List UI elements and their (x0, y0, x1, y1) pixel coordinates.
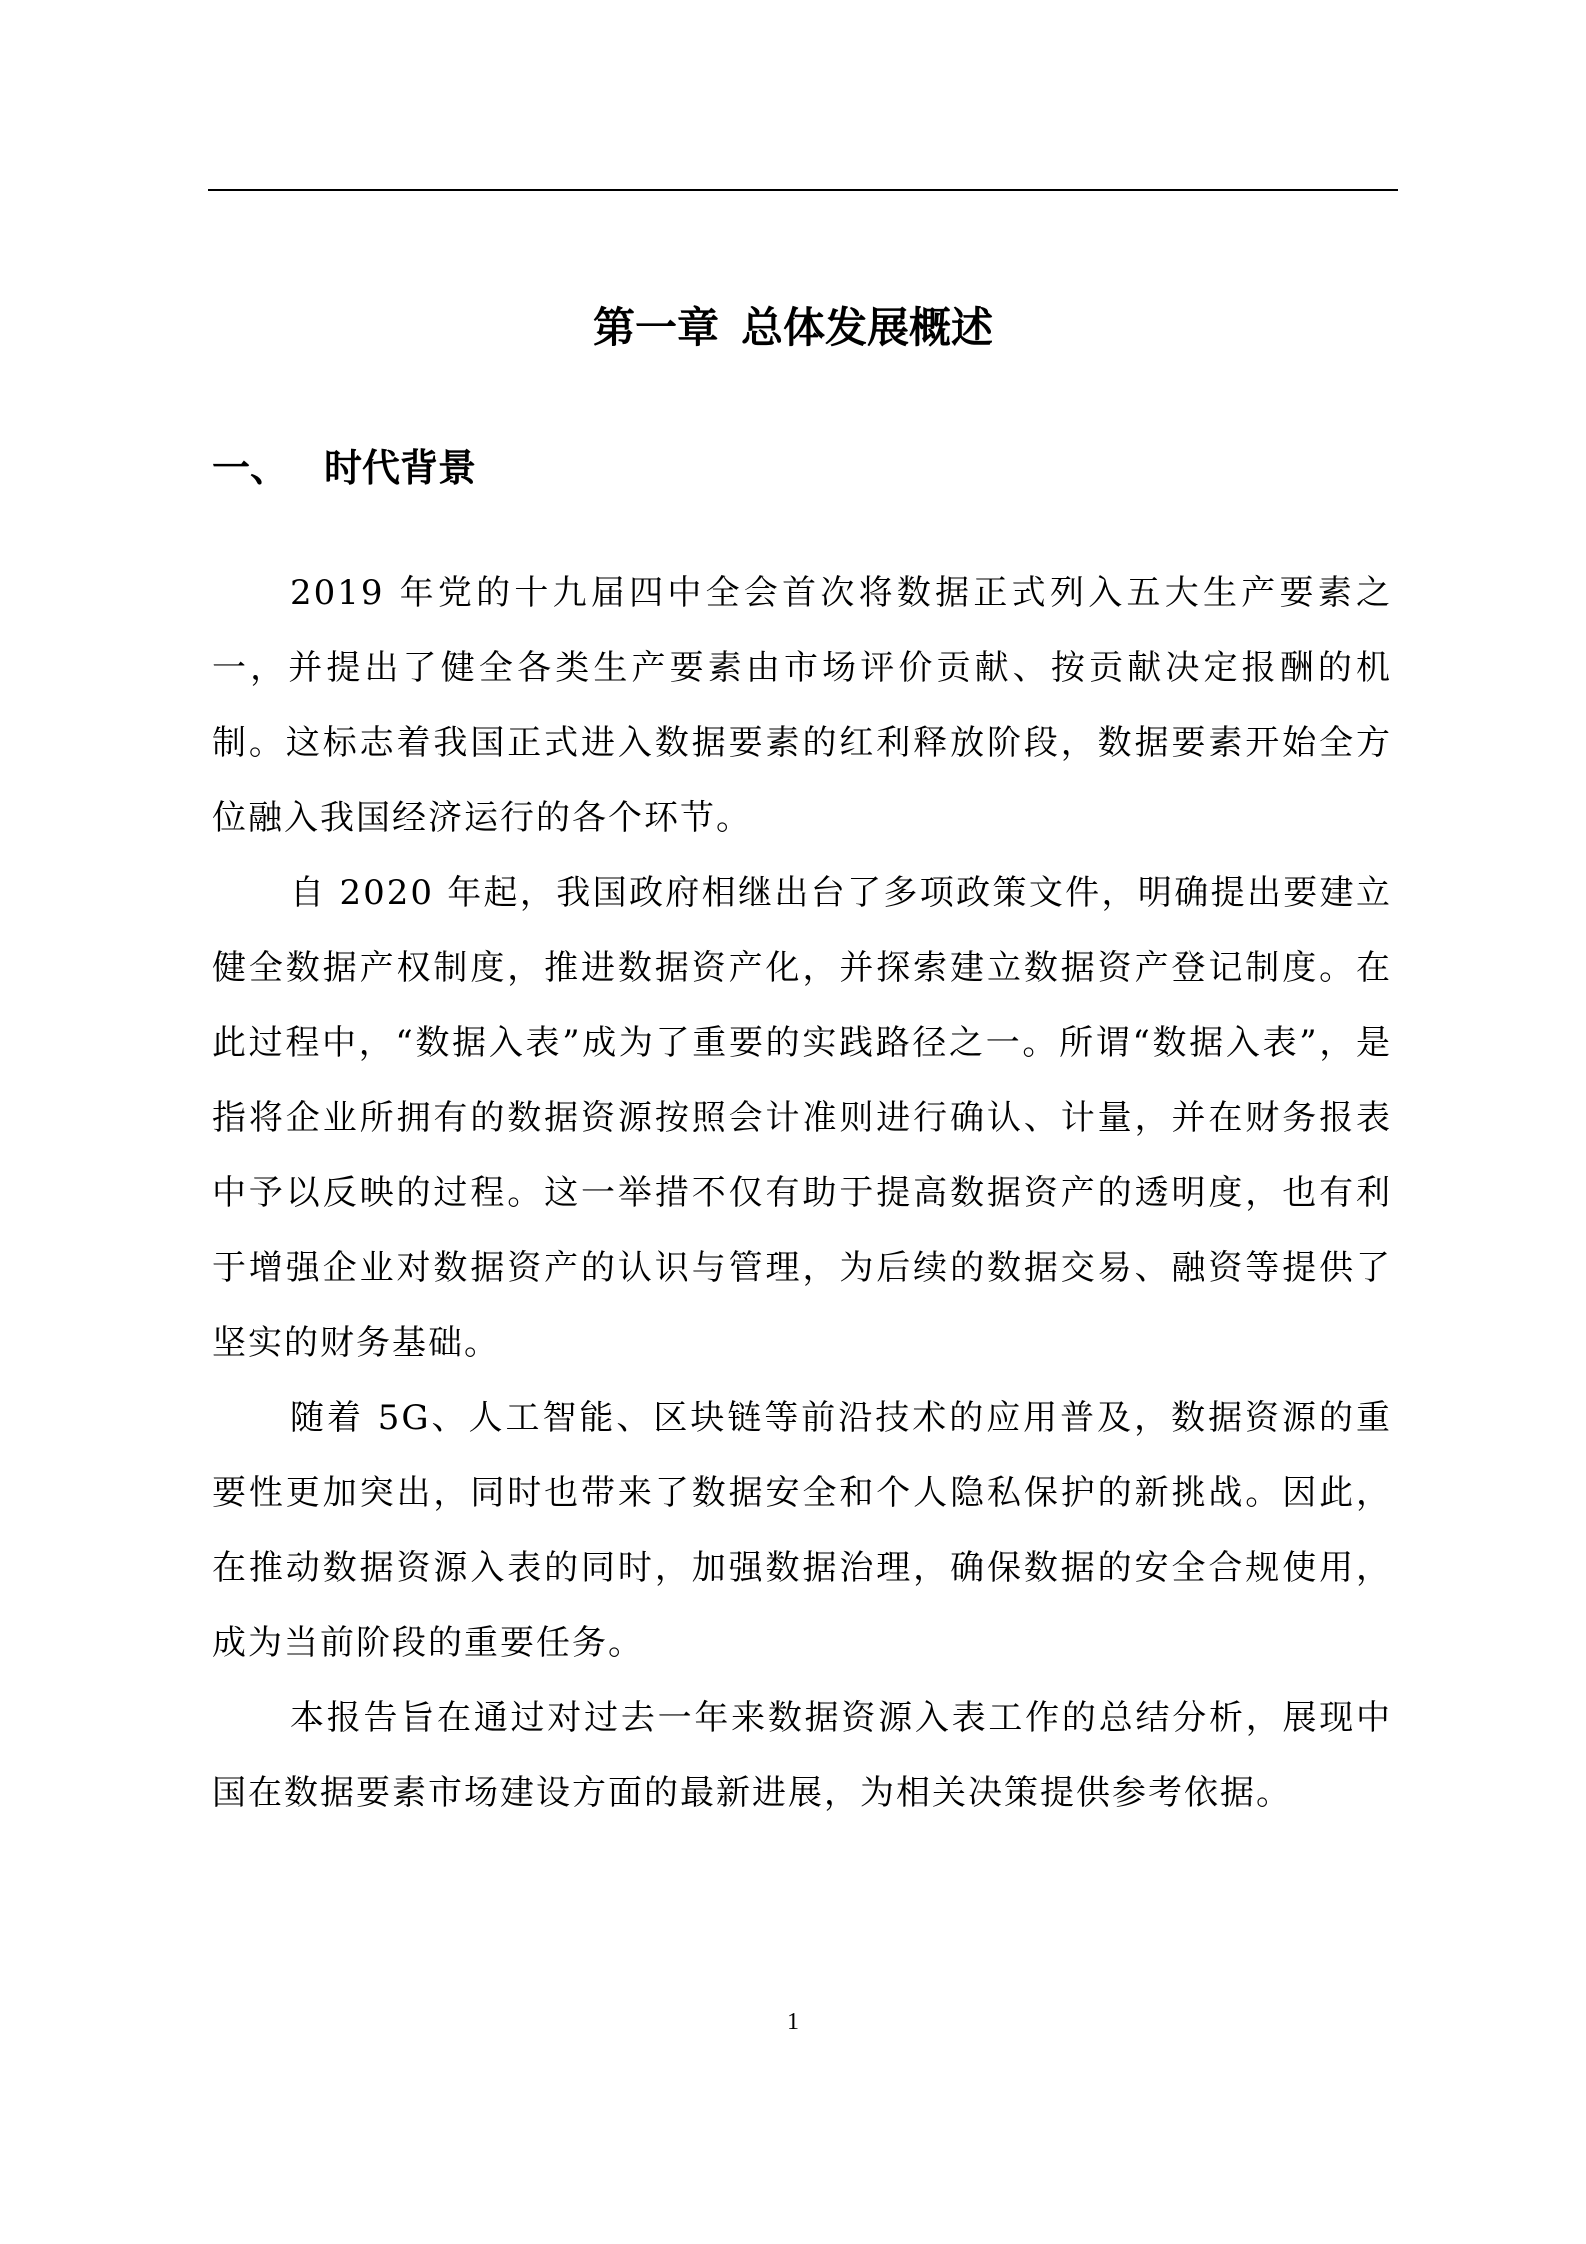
page-number: 1 (787, 2009, 799, 2035)
chapter-name: 总体发展概述 (741, 303, 994, 352)
chapter-label: 第一章 (592, 303, 719, 352)
paragraph: 随着 5G、人工智能、区块链等前沿技术的应用普及，数据资源的重要性更加突出，同时也带来了数据安全和个人隐私保护的新挑战。因此，在推动数据资源入表的同时，加强数据治理，确保数据的安全合规使用，成为当前阶段的重要任务。 (212, 1398, 1392, 1663)
paragraph: 自 2020 年起，我国政府相继出台了多项政策文件，明确提出要建立健全数据产权制度，推进数据资产化，并探索建立数据资产登记制度。在此过程中，“数据入表”成为了重要的实践路径之一。所谓“数据入表”，是指将企业所拥有的数据资源按照会计准则进行确认、计量，并在财务报表中予以反映的过程。这一举措不仅有助于提高数据资产的透明度，也有利于增强企业对数据资产的认识与管理，为后续的数据交易、融资等提供了坚实的财务基础。 (212, 873, 1392, 1363)
paragraph: 2019 年党的十九届四中全会首次将数据正式列入五大生产要素之一，并提出了健全各类生产要素由市场评价贡献、按贡献决定报酬的机制。这标志着我国正式进入数据要素的红利释放阶段，数据要素开始全方位融入我国经济运行的各个环节。 (212, 573, 1392, 838)
header-rule (208, 189, 1398, 191)
chapter-title (0, 296, 1586, 360)
section-number: 一、 (212, 446, 289, 490)
section-heading (212, 438, 476, 498)
section-title: 时代背景 (324, 446, 477, 490)
body-text (212, 556, 1392, 1831)
paragraph: 本报告旨在通过对过去一年来数据资源入表工作的总结分析，展现中国在数据要素市场建设方面的最新进展，为相关决策提供参考依据。 (212, 1698, 1392, 1813)
